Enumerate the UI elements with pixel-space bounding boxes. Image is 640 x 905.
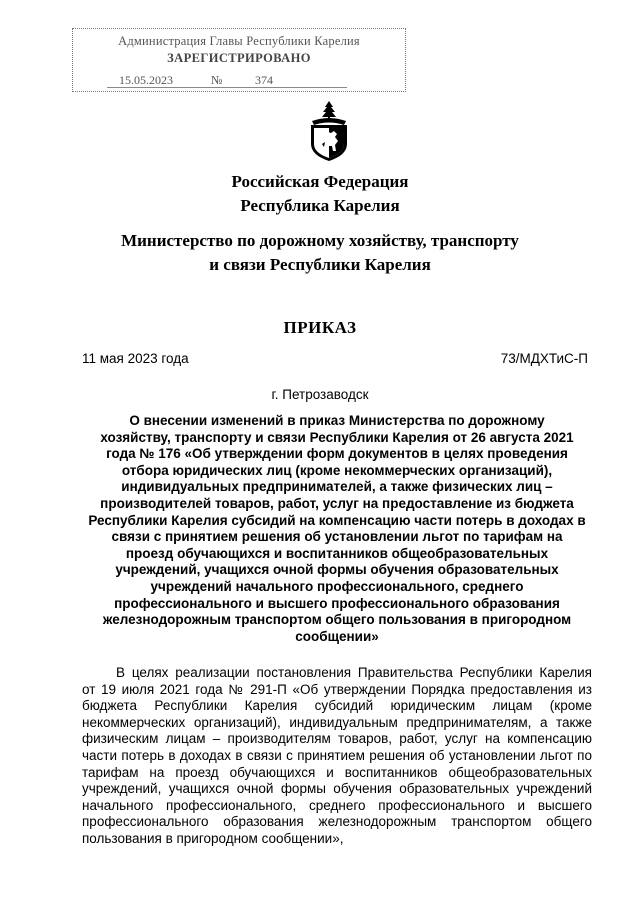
title-line: сообщении» — [295, 628, 379, 644]
document-type-heading: ПРИКАЗ — [283, 318, 357, 337]
coat-of-arms-icon — [306, 100, 352, 162]
title-line: профессионального и высшего профессионального образования — [114, 595, 560, 611]
title-line: О внесении изменений в приказ Министерства по дорожному — [129, 413, 545, 428]
title-line: учреждений начального профессионального, среднего — [150, 578, 524, 594]
registration-stamp — [72, 28, 406, 92]
order-date: 11 мая 2023 года — [82, 351, 189, 366]
title-line: связи с принятием решения об установлении льгот по тарифам на — [111, 529, 563, 545]
body-line: физическим лицам – производителям товаров, работ, услуг на компенсацию — [82, 731, 592, 747]
stamp-underline — [107, 87, 347, 88]
ministry-heading-line2: и связи Республики Карелия — [209, 255, 431, 274]
body-line: бюджета Республики Карелия субсидий юридическим лицам (кроме — [82, 698, 592, 714]
ministry-heading-line1: Министерство по дорожному хозяйству, транспорту — [121, 231, 519, 250]
title-line: года № 176 «Об утверждении форм документов в целях проведения — [106, 446, 568, 462]
republic-heading: Республика Карелия — [240, 196, 400, 215]
stamp-authority: Администрация Главы Республики Карелия — [118, 34, 360, 48]
body-line: профессионального образования железнодорожным транспортом общего — [82, 814, 592, 830]
title-line: учреждений, учащихся очной формы обучения образовательных — [115, 562, 559, 578]
body-line: тарифам на проезд обучающихся и воспитанников общеобразовательных — [82, 764, 592, 780]
order-title — [82, 413, 592, 645]
stamp-number-sign: № — [211, 73, 223, 87]
body-line: от 19 июля 2021 года № 291-П «Об утверждении Порядка предоставления из — [82, 681, 592, 697]
body-line: начального профессионального, среднего профессионального и высшего — [82, 797, 592, 813]
stamp-number: 374 — [255, 73, 273, 87]
body-line: учреждений, учащихся очной формы обучения образовательных учреждений — [82, 781, 592, 797]
title-line: производителей товаров, работ, услуг на предоставление из бюджета — [100, 495, 574, 511]
title-line: Республики Карелия субсидий на компенсацию части потерь в доходах в — [88, 512, 586, 528]
body-line: некоммерческих организаций), индивидуальным предпринимателям, а также — [82, 714, 592, 730]
city-line: г. Петрозаводск — [271, 387, 369, 402]
title-line: хозяйству, транспорту и связи Республики Карелия от 26 августа 2021 — [100, 429, 574, 445]
order-number: 73/МДХТиС-П — [500, 351, 588, 366]
preamble-paragraph — [82, 665, 592, 848]
body-line: пользования в пригородном сообщении», — [82, 830, 344, 846]
title-line: железнодорожным транспортом общего пользования в пригородном — [102, 612, 572, 628]
title-line: индивидуальных предпринимателей, а также физических лиц – — [121, 479, 553, 495]
body-line: В целях реализации постановления Правительства Республики Карелия — [116, 665, 592, 680]
stamp-registered-label: ЗАРЕГИСТРИРОВАНО — [167, 51, 311, 65]
stamp-date: 15.05.2023 — [119, 73, 173, 87]
title-line: отбора юридических лиц (кроме некоммерческих организаций), — [121, 462, 553, 478]
title-line: проезд обучающихся и воспитанников общеобразовательных — [125, 545, 549, 561]
body-line: части потерь в доходах в связи с принятием решения об установлении льгот по — [82, 747, 592, 763]
country-heading: Российская Федерация — [231, 172, 409, 191]
